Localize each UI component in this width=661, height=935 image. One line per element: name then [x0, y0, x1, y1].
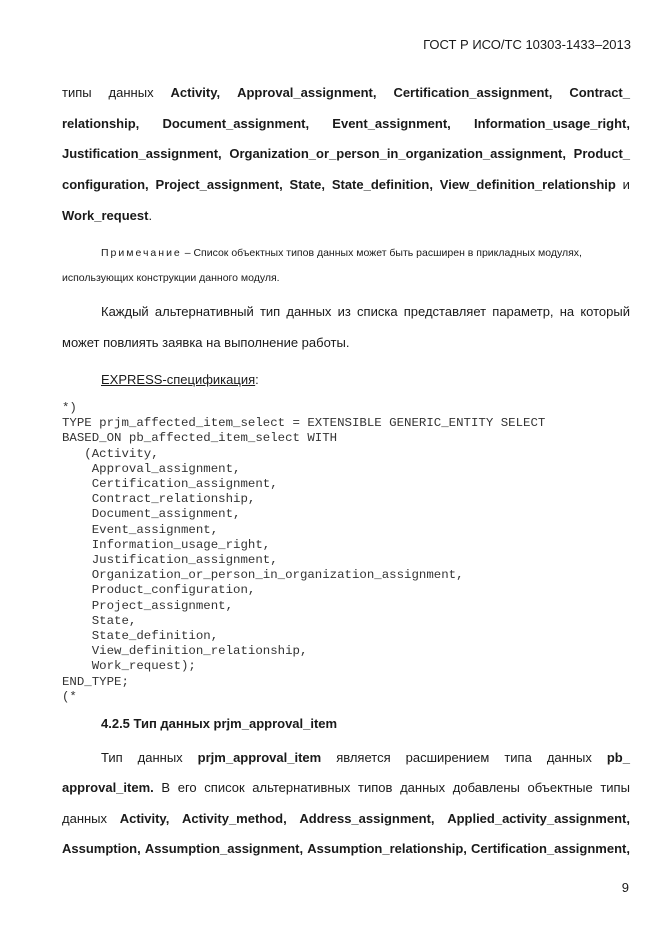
note-line: использующих конструкции данного модуля.: [62, 272, 280, 284]
text-word: его: [177, 780, 197, 795]
paragraph-line: [62, 841, 630, 857]
entity-name: Product_: [573, 146, 630, 161]
paragraph-line: [62, 208, 152, 224]
note-label: Примечание: [101, 247, 182, 259]
text-word: Тип: [101, 750, 123, 765]
entity-name: Activity,: [119, 811, 170, 826]
entity-name: Address_assignment,: [299, 811, 435, 826]
text-word: типа: [504, 750, 532, 765]
entity-name: State,: [289, 177, 325, 192]
entity-name: prjm_approval_item: [197, 750, 322, 765]
entity-name: Justification_assignment,: [62, 146, 222, 161]
express-link-text: EXPRESS-спецификация: [101, 372, 256, 387]
text-word: данных: [400, 780, 446, 795]
page-number: 9: [621, 880, 629, 895]
entity-name: View_definition_relationship: [439, 177, 616, 192]
express-code-block: *) TYPE prjm_affected_item_select = EXTENSIBLE GENERIC_ENTITY SELECT BASED_ON pb_affected_item_select WITH (Activity, Approval_assignment, Certification_assignment, Contract_relationship, Document_assignment, Event_assignment, Information_usage_right, Justification_assignment, Organization_or_person_in_organization_assignment, Product_configuration, Project_assignment, State, State_definition, View_definition_relationship, Work_request); END_TYPE; (*: [62, 401, 546, 704]
text-word: является: [336, 750, 391, 765]
entity-name: Approval_assignment,: [237, 85, 377, 100]
text-word: .: [148, 208, 153, 223]
note-text: Список объектных типов данных может быть расширен в прикладных модулях,: [193, 247, 582, 259]
paragraph-line: [62, 780, 630, 796]
paragraph-line: [62, 116, 630, 132]
entity-name: Information_usage_right,: [473, 116, 630, 131]
document-header: ГОСТ Р ИСО/ТС 10303-1433–2013: [423, 37, 631, 52]
entity-name: Assumption_assignment,: [144, 841, 304, 856]
text-word: данных: [546, 750, 592, 765]
text-word: добавлены: [452, 780, 520, 795]
text-word: :: [255, 372, 259, 387]
text-word: данных: [62, 811, 108, 826]
entity-name: Applied_activity_assignment,: [447, 811, 630, 826]
text-word: типов: [358, 780, 393, 795]
text-word: данных: [137, 750, 183, 765]
express-label: [101, 372, 259, 388]
text-word: типы: [62, 85, 92, 100]
entity-name: Certification_assignment,: [471, 841, 630, 856]
note-dash: –: [181, 247, 194, 259]
entity-name: Event_assignment,: [332, 116, 451, 131]
note-line: [101, 245, 582, 261]
paragraph-line: может повлиять заявка на выполнение работы.: [62, 335, 350, 350]
entity-name: Contract_: [569, 85, 630, 100]
entity-name: relationship,: [62, 116, 140, 131]
entity-name: Project_assignment,: [155, 177, 283, 192]
paragraph-line: [62, 177, 630, 193]
entity-name: Work_request: [62, 208, 149, 223]
entity-name: Activity,: [170, 85, 221, 100]
entity-name: Assumption,: [62, 841, 141, 856]
entity-name: approval_item.: [62, 780, 154, 795]
text-word: список: [204, 780, 245, 795]
paragraph-line: [62, 811, 630, 827]
entity-name: Assumption_relationship,: [307, 841, 467, 856]
text-word: данных: [108, 85, 154, 100]
paragraph-line: Каждый альтернативный тип данных из списка представляет параметр, на который: [101, 304, 630, 319]
section-heading: 4.2.5 Тип данных prjm_approval_item: [101, 716, 338, 731]
paragraph-line: [62, 85, 630, 101]
paragraph-line: [101, 750, 630, 766]
text-word: расширением: [405, 750, 490, 765]
entity-name: pb_: [606, 750, 630, 765]
paragraph-line: [62, 146, 630, 162]
text-word: объектные: [527, 780, 593, 795]
entity-name: configuration,: [62, 177, 149, 192]
entity-name: Certification_assignment,: [393, 85, 553, 100]
text-word: типы: [600, 780, 630, 795]
text-word: альтернативных: [252, 780, 351, 795]
text-word: и: [622, 177, 630, 192]
entity-name: Activity_method,: [181, 811, 287, 826]
entity-name: Document_assignment,: [162, 116, 310, 131]
text-word: В: [161, 780, 171, 795]
entity-name: Organization_or_person_in_organization_assignment,: [229, 146, 566, 161]
entity-name: State_definition,: [331, 177, 433, 192]
